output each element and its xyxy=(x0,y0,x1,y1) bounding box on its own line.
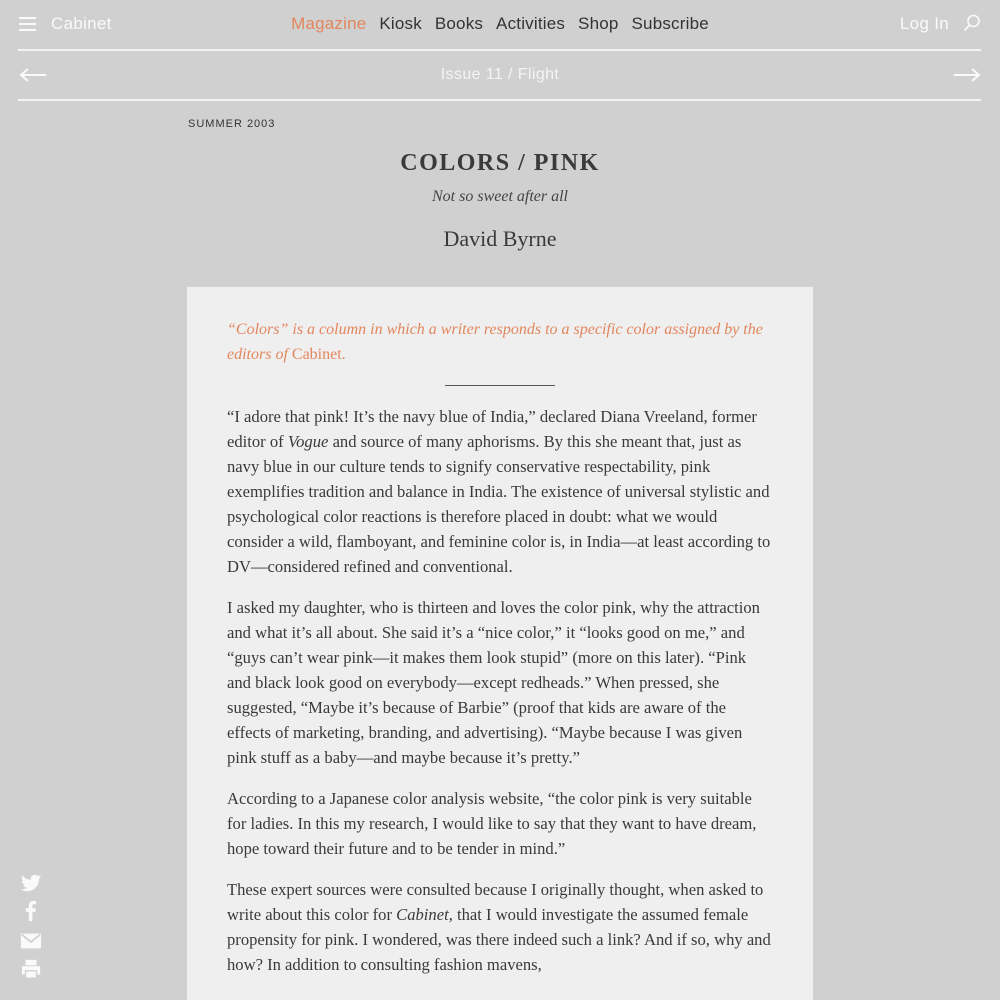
email-icon[interactable] xyxy=(20,930,42,952)
paragraph-4-cabinet: Cabinet xyxy=(396,905,449,924)
issue-bar xyxy=(0,51,1000,100)
arrow-right-icon[interactable] xyxy=(953,68,981,82)
top-navigation xyxy=(0,0,1000,50)
article-subtitle: Not so sweet after all xyxy=(432,188,568,205)
article-title: COLORS / PINK xyxy=(400,150,600,176)
issue-season: SUMMER 2003 xyxy=(188,118,276,130)
column-intro-magazine: Cabinet. xyxy=(291,346,346,363)
article-body xyxy=(187,287,813,1000)
paragraph-1 xyxy=(227,404,773,579)
login-link[interactable]: Log In xyxy=(899,14,949,33)
nav-shop[interactable]: Shop xyxy=(578,14,619,33)
print-icon[interactable] xyxy=(20,958,42,980)
nav-activities[interactable]: Activities xyxy=(496,14,566,33)
article-author[interactable]: David Byrne xyxy=(443,226,557,251)
nav-subscribe[interactable]: Subscribe xyxy=(631,14,709,33)
paragraph-4-part-a: These expert sources were consulted because I originally thought, when asked to write about this color for xyxy=(227,880,764,924)
paragraph-4-part-b: , that I would investigate the assumed female propensity for pink. I wondered, was there indeed such a link? And if so, why and how? In addition to consulting fashion mavens, xyxy=(227,905,771,974)
paragraph-2: I asked my daughter, who is thirteen and loves the color pink, why the attraction and what it’s all about. She said it’s a “nice color,” it “looks good on me,” and “guys can’t wear pink—it makes them look stupid” (more on this later). “Pink and black look good on everybody—except redheads.” When pressed, she suggested, “Maybe it’s because of Barbie” (proof that kids are aware of the effects of marketing, branding, and advertising). “Maybe because I was given pink stuff as a baby—and maybe because it’s pretty.” xyxy=(227,598,760,767)
issue-divider xyxy=(18,99,981,101)
column-intro xyxy=(227,317,773,367)
paragraph-1-part-b: and source of many aphorisms. By this she meant that, just as navy blue in our culture tends to signify conservative respectability, pink exemplifies tradition and balance in India. The existence of universal stylistic and psychological color reactions is therefore placed in doubt: what we would consider a wild, flamboyant, and feminine color is, in India—at least according to DV—considered refined and conventional. xyxy=(227,432,771,576)
nav-magazine[interactable]: Magazine xyxy=(291,14,367,33)
nav-books[interactable]: Books xyxy=(434,14,484,33)
issue-title[interactable]: Issue 11 / Flight xyxy=(440,66,560,83)
column-intro-text: “Colors” is a column in which a writer responds to a specific color assigned by the editors of xyxy=(227,321,763,363)
intro-divider xyxy=(445,385,555,386)
nav-kiosk[interactable]: Kiosk xyxy=(379,14,422,33)
paragraph-1-vogue: Vogue xyxy=(287,432,329,451)
main-nav xyxy=(0,14,1000,34)
paragraph-1-part-a: “I adore that pink! It’s the navy blue of India,” declared Diana Vreeland, former editor of xyxy=(227,407,757,451)
paragraph-4 xyxy=(227,877,773,977)
brand-link[interactable]: Cabinet xyxy=(51,14,112,33)
search-icon[interactable] xyxy=(963,14,981,32)
twitter-icon[interactable] xyxy=(20,872,42,894)
facebook-icon[interactable] xyxy=(20,900,42,922)
paragraph-3: According to a Japanese color analysis website, “the color pink is very suitable for ladies. In this my research, I would like to say that they want to have dream, hope toward their future and to be tender in mind.” xyxy=(227,789,757,858)
